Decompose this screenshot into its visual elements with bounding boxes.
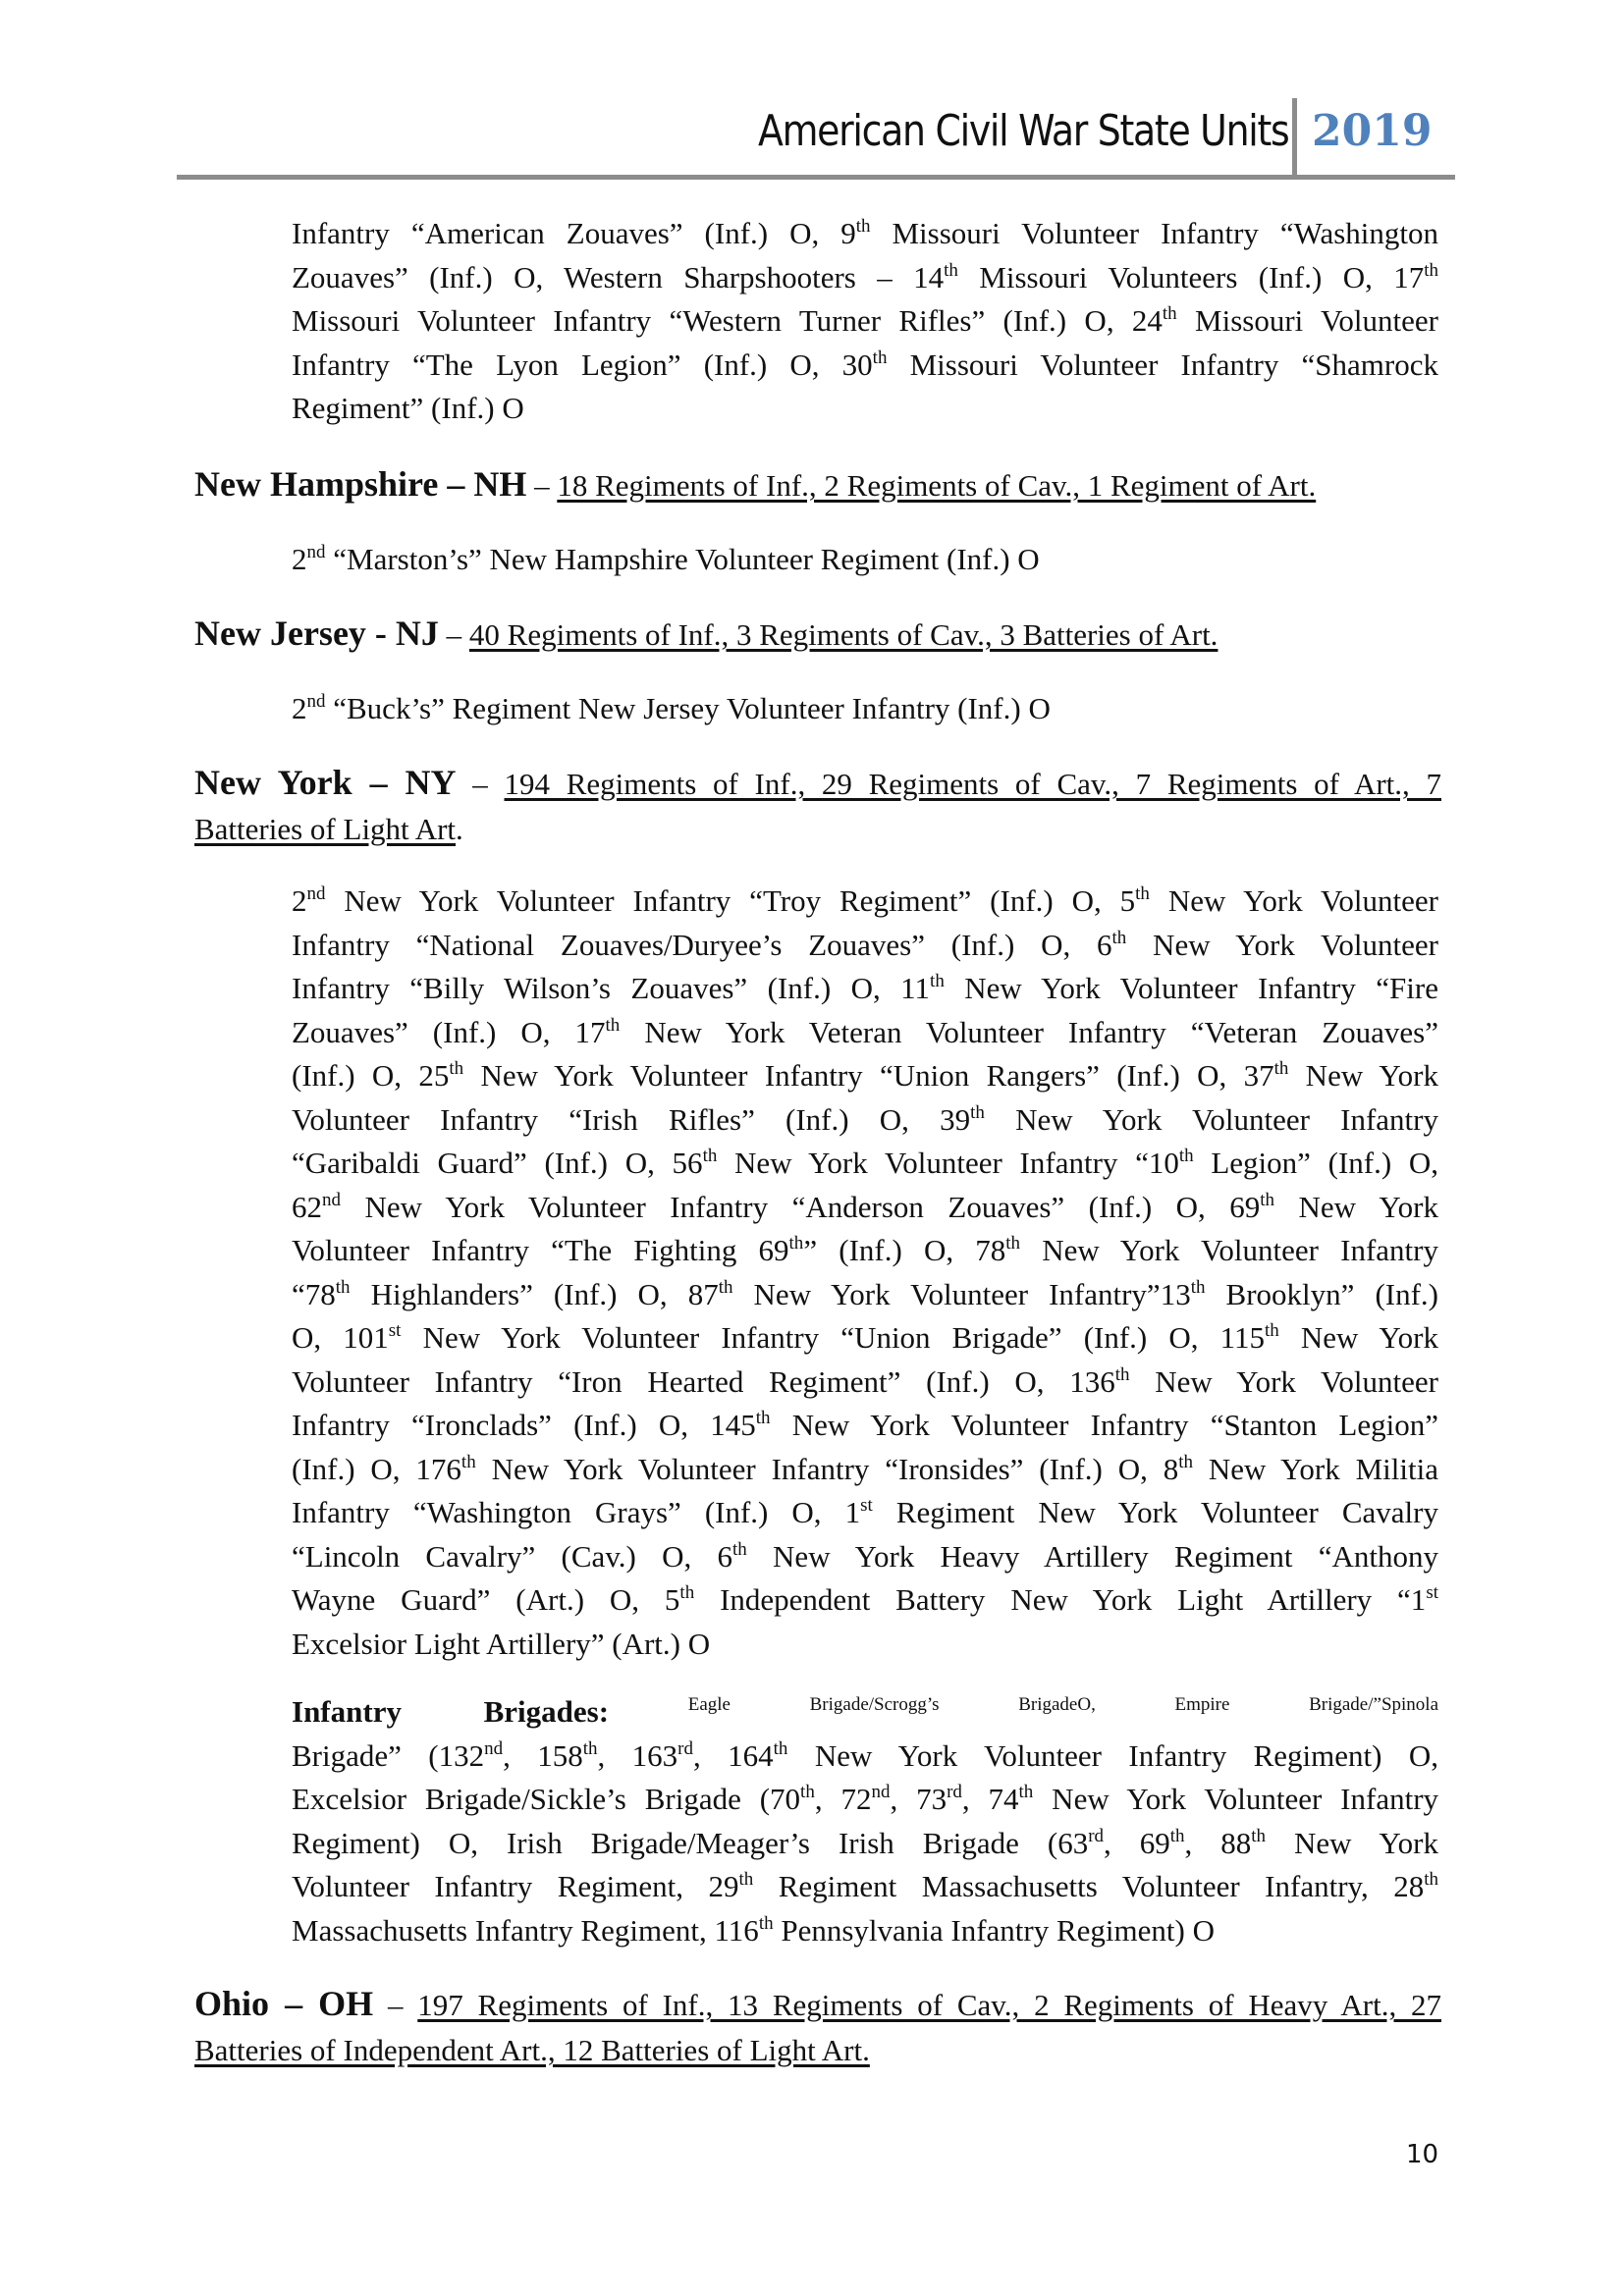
ordinal-suffix: th (1251, 1825, 1267, 1846)
ordinal-suffix: th (1111, 927, 1127, 948)
text-line: Missouri Volunteer Infantry “Western Turner Rifles” (Inf.) O, 24th Missouri Volunteer (292, 303, 1438, 338)
text-line: (Inf.) O, 25th New York Volunteer Infantry “Union Rangers” (Inf.) O, 37th New York (292, 1058, 1439, 1093)
ordinal-suffix: rd (1088, 1825, 1105, 1846)
header-rule (177, 175, 1455, 180)
ordinal-suffix: th (855, 216, 871, 237)
missouri-continued-paragraph (292, 212, 1438, 431)
ordinal-suffix: Eagle Brigade/Scrogg’s BrigadeO, Empire Brigade/”Spinola (609, 1694, 1438, 1715)
text-line: Volunteer Infantry “Iron Hearted Regiment” (Inf.) O, 136th New York Volunteer (292, 1363, 1439, 1399)
ordinal-suffix: th (702, 1146, 718, 1166)
ordinal-suffix: th (1169, 1825, 1185, 1846)
text-line: Volunteer Infantry “Irish Rifles” (Inf.) O, 39th New York Volunteer Infantry (292, 1101, 1438, 1137)
ordinal-suffix: th (1190, 1276, 1206, 1298)
state-units-summary: 194 Regiments of Inf., 29 Regiments of Cav., 7 Regiments of Art., 7 (504, 767, 1441, 801)
ordinal-suffix: st (1426, 1582, 1438, 1603)
new-york-infantry-brigades (292, 1690, 1438, 1952)
header-title: American Civil War State Units (757, 106, 1288, 156)
text-line: “Garibaldi Guard” (Inf.) O, 56th New York Volunteer Infantry “10th Legion” (Inf.) O, (292, 1146, 1438, 1180)
text-line (292, 1690, 1438, 1735)
text-line: “78th Highlanders” (Inf.) O, 87th New York Volunteer Infantry”13th Brooklyn” (Inf.) (292, 1276, 1438, 1311)
text-line: Wayne Guard” (Art.) O, 5th Independent Battery New York Light Artillery “1st (292, 1582, 1438, 1617)
ordinal-suffix: th (755, 1408, 771, 1428)
state-name: New Jersey - NJ (194, 614, 439, 653)
text-line: “Lincoln Cavalry” (Cav.) O, 6th New York Heavy Artillery Regiment “Anthony (292, 1538, 1438, 1574)
ordinal-suffix: th (1424, 259, 1438, 281)
page-number: 10 (1406, 2140, 1439, 2169)
state-units-summary: 18 Regiments of Inf., 2 Regiments of Cav., 1 Regiment of Art. (557, 468, 1317, 503)
ordinal-suffix: th (1162, 303, 1177, 324)
ordinal-suffix: th (718, 1276, 733, 1298)
ordinal-suffix: th (970, 1101, 985, 1123)
text-line: Infantry “American Zouaves” (Inf.) O, 9th Missouri Volunteer Infantry “Washington (292, 216, 1438, 250)
heading-line: New York – NY – 194 Regiments of Inf., 29 Regiments of Cav., 7 Regiments of Art., 7 (194, 763, 1441, 802)
ordinal-suffix: th (758, 1912, 774, 1934)
text-line: Zouaves” (Inf.) O, 17th New York Veteran Volunteer Infantry “Veteran Zouaves” (292, 1014, 1438, 1049)
ordinal-suffix: th (1114, 1363, 1130, 1385)
ordinal-suffix: th (1424, 1869, 1438, 1890)
text-line: Regiment” (Inf.) O (292, 391, 524, 425)
text-line: (Inf.) O, 176th New York Volunteer Infantry “Ironsides” (Inf.) O, 8th New York Militia (292, 1451, 1438, 1486)
ordinal-suffix: th (872, 347, 888, 368)
text-line: Infantry “The Lyon Legion” (Inf.) O, 30th Missouri Volunteer Infantry “Shamrock (292, 347, 1438, 382)
new-york-regiments (292, 880, 1438, 1666)
state-units-summary: 40 Regiments of Inf., 3 Regiments of Cav., 3 Batteries of Art. (468, 617, 1218, 652)
ordinal-suffix: th (605, 1014, 621, 1036)
text-line: Zouaves” (Inf.) O, Western Sharpshooters – 14th Missouri Volunteers (Inf.) O, 17th (292, 259, 1438, 294)
ordinal-suffix: th (449, 1058, 464, 1079)
header-separator (1292, 98, 1297, 179)
new-hampshire-entries (292, 538, 1438, 582)
text-line: Brigade” (132nd, 158th, 163rd, 164th New York Volunteer Infantry Regiment) O, (292, 1737, 1438, 1773)
state-units-summary: 197 Regiments of Inf., 13 Regiments of Cav., 2 Regiments of Heavy Art., 27 (417, 1988, 1442, 2022)
ordinal-suffix: st (388, 1320, 402, 1341)
ordinal-suffix: th (1018, 1782, 1034, 1802)
ordinal-suffix: th (1260, 1189, 1275, 1210)
ordinal-suffix: nd (306, 883, 326, 904)
text-line: Infantry “Ironclads” (Inf.) O, 145th New York Volunteer Infantry “Stanton Legion” (292, 1408, 1438, 1442)
ordinal-suffix: th (679, 1582, 695, 1603)
ordinal-suffix: rd (677, 1737, 693, 1759)
text-line: Volunteer Infantry Regiment, 29th Regiment Massachusetts Volunteer Infantry, 28th (292, 1869, 1438, 1903)
ordinal-suffix: th (732, 1538, 747, 1560)
brigades-label: Infantry Brigades: (292, 1694, 610, 1729)
state-heading-new-hampshire (194, 461, 1441, 508)
ordinal-suffix: nd (322, 1189, 341, 1210)
ordinal-suffix: th (800, 1782, 815, 1802)
header-year: 2019 (1312, 106, 1433, 156)
ordinal-suffix: th (788, 1233, 804, 1254)
state-name: New Hampshire – NH (194, 464, 527, 504)
text-line: 2nd “Marston’s” New Hampshire Volunteer Regiment (Inf.) O (292, 542, 1040, 576)
text-line: Excelsior Light Artillery” (Art.) O (292, 1626, 711, 1661)
heading-line: New Hampshire – NH – 18 Regiments of Inf., 2 Regiments of Cav., 1 Regiment of Art. (194, 464, 1317, 504)
state-heading-ohio (194, 1981, 1441, 2073)
ordinal-suffix: th (944, 259, 958, 281)
text-line: Regiment) O, Irish Brigade/Meager’s Irish Brigade (63rd, 69th, 88th New York (292, 1825, 1439, 1860)
ordinal-suffix: th (1135, 883, 1150, 904)
state-name: Ohio – OH (194, 1984, 374, 2023)
heading-line (194, 2028, 1441, 2073)
heading-line: New Jersey - NJ – 40 Regiments of Inf., 3 Regiments of Cav., 3 Batteries of Art. (194, 614, 1218, 653)
ordinal-suffix: th (1005, 1233, 1021, 1254)
text-line: Infantry “Washington Grays” (Inf.) O, 1st Regiment New York Volunteer Cavalry (292, 1495, 1438, 1529)
ordinal-suffix: rd (947, 1782, 962, 1802)
ordinal-suffix: th (1264, 1320, 1279, 1341)
text-line: Infantry “Billy Wilson’s Zouaves” (Inf.) O, 11th New York Volunteer Infantry “Fire (292, 971, 1438, 1005)
text-line: 62nd New York Volunteer Infantry “Anderson Zouaves” (Inf.) O, 69th New York (292, 1189, 1438, 1224)
ordinal-suffix: th (1273, 1058, 1289, 1079)
ordinal-suffix: th (738, 1869, 754, 1890)
ordinal-suffix: th (460, 1451, 476, 1472)
text-line: O, 101st New York Volunteer Infantry “Union Brigade” (Inf.) O, 115th New York (292, 1320, 1438, 1355)
state-units-summary: Batteries of Independent Art., 12 Batteries of Light Art. (194, 2033, 870, 2067)
ordinal-suffix: nd (871, 1782, 891, 1802)
text-line: Infantry “National Zouaves/Duryee’s Zouaves” (Inf.) O, 6th New York Volunteer (292, 927, 1438, 962)
ordinal-suffix: nd (484, 1737, 504, 1759)
ordinal-suffix: th (930, 971, 945, 991)
new-jersey-entries (292, 687, 1438, 731)
ordinal-suffix: th (1178, 1451, 1194, 1472)
text-line: Volunteer Infantry “The Fighting 69th” (Inf.) O, 78th New York Volunteer Infantry (292, 1233, 1438, 1267)
ordinal-suffix: th (335, 1276, 351, 1298)
heading-line: Ohio – OH – 197 Regiments of Inf., 13 Regiments of Cav., 2 Regiments of Heavy Art., 27 (194, 1984, 1442, 2023)
ordinal-suffix: nd (306, 542, 326, 562)
text-line: 2nd New York Volunteer Infantry “Troy Regiment” (Inf.) O, 5th New York Volunteer (292, 883, 1438, 918)
state-heading-new-jersey (194, 611, 1441, 658)
page-header (177, 98, 1455, 179)
state-name: New York – NY (194, 763, 457, 802)
text-line: 2nd “Buck’s” Regiment New Jersey Volunteer Infantry (Inf.) O (292, 691, 1051, 725)
text-line: Massachusetts Infantry Regiment, 116th Pennsylvania Infantry Regiment) O (292, 1912, 1215, 1948)
heading-line: Batteries of Light Art. (194, 812, 463, 846)
ordinal-suffix: th (582, 1737, 598, 1759)
ordinal-suffix: th (773, 1737, 788, 1759)
ordinal-suffix: th (1178, 1146, 1194, 1166)
state-heading-new-york (194, 760, 1441, 852)
ordinal-suffix: st (860, 1495, 873, 1516)
state-units-summary: Batteries of Light Art (194, 812, 457, 846)
text-line: Excelsior Brigade/Sickle’s Brigade (70th, 72nd, 73rd, 74th New York Volunteer Infantry (292, 1782, 1439, 1816)
ordinal-suffix: nd (306, 691, 326, 712)
